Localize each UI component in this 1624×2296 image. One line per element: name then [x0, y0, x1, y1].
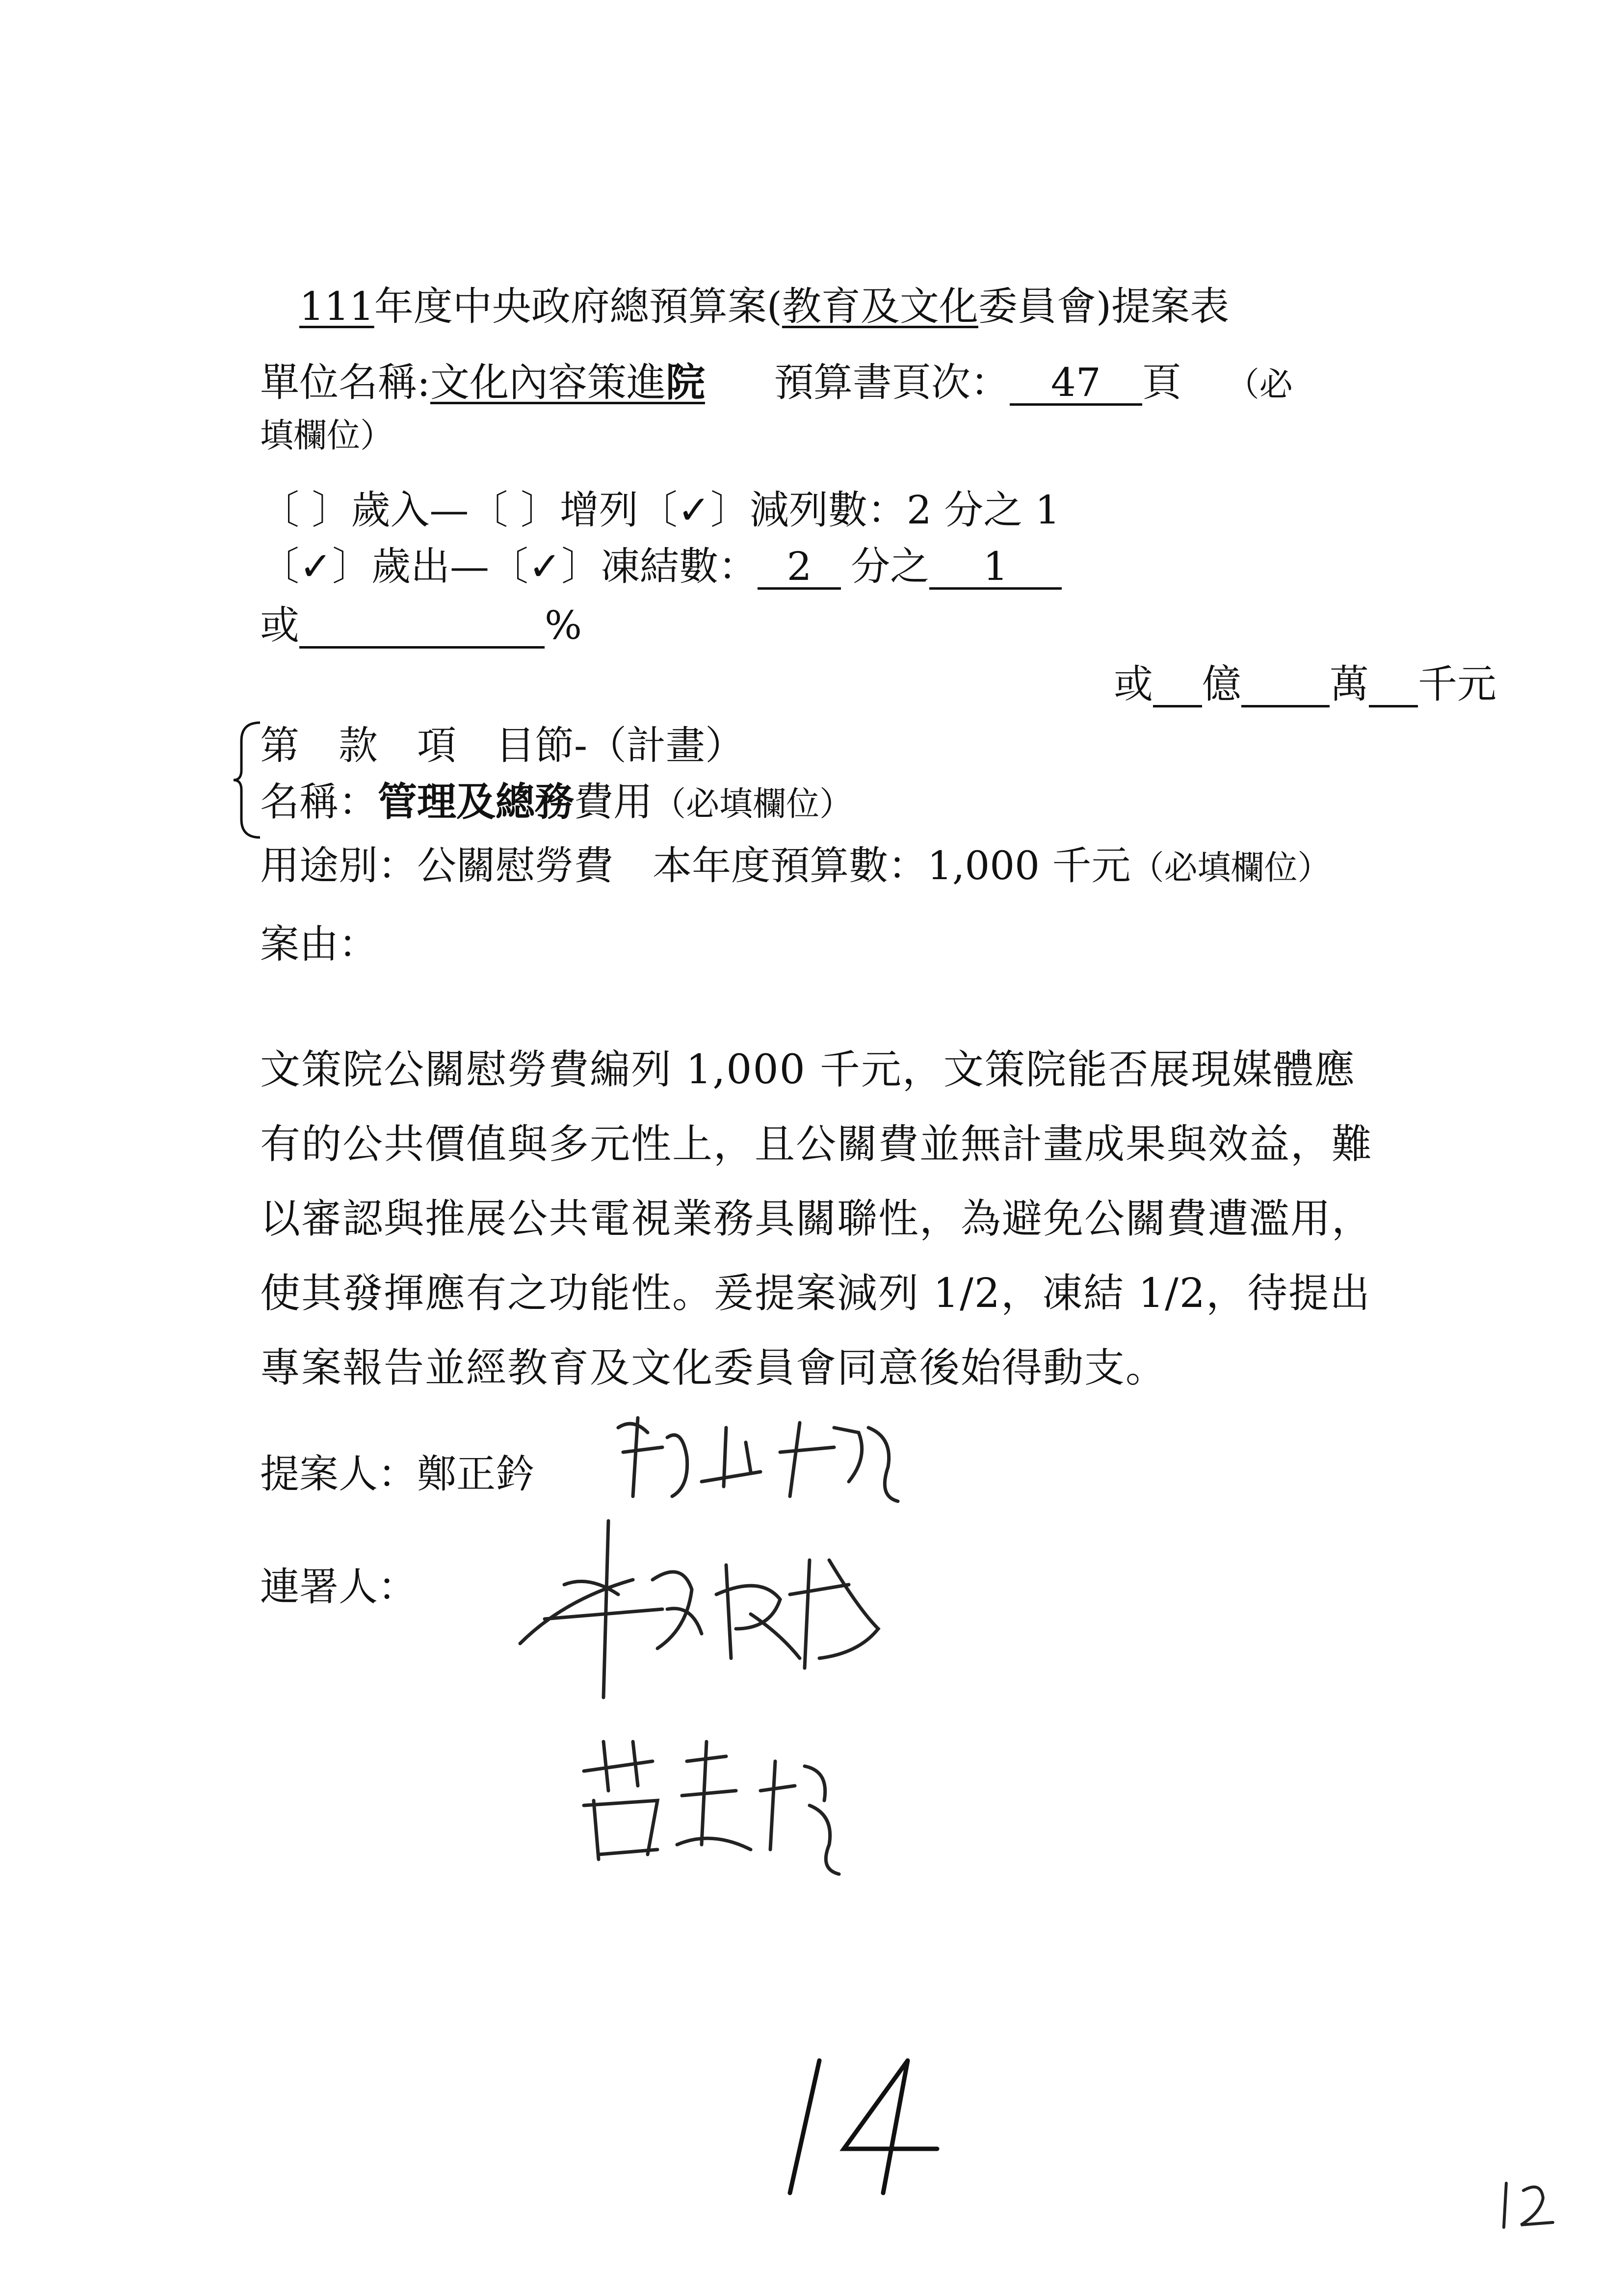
freeze-label: 凍結數：	[601, 544, 758, 589]
unit-name: 文化內容策進院	[430, 360, 705, 405]
proposer-label: 提案人：	[260, 1451, 417, 1497]
page-label: 預算書頁次：	[774, 360, 1010, 405]
wan-blank	[1241, 665, 1330, 707]
cosigner-signature-1	[505, 1511, 898, 1707]
freeze-numerator: 2	[758, 547, 841, 590]
item-required: （必填欄位）	[653, 785, 853, 824]
increase-label: 增列	[559, 487, 638, 533]
decrease-label: 減列數：2 分之 1	[749, 487, 1060, 533]
revenue-label: 歲入—	[351, 487, 469, 533]
unit-line	[260, 360, 1293, 406]
qian-label: 千元	[1418, 661, 1496, 707]
item-section: 第 款 項 目節-（計畫）	[260, 723, 745, 768]
revenue-checkbox: 〔 〕	[260, 487, 351, 533]
unit-required-cont: 填欄位）	[260, 417, 394, 455]
amount-or: 或	[1114, 661, 1153, 707]
revenue-line: 〔 〕歲入—〔 〕增列〔✓〕減列數：2 分之 1	[260, 487, 1060, 533]
page-unit: 頁	[1142, 360, 1181, 405]
item-name-handwritten: 管理及總務	[378, 779, 574, 825]
purpose-line	[260, 843, 1331, 888]
proposer-signature	[603, 1398, 908, 1511]
yi-blank	[1153, 665, 1202, 707]
reason-label: 案由：	[260, 921, 378, 967]
unit-name-handwritten: 院	[665, 360, 705, 405]
increase-checkbox: 〔 〕	[469, 487, 560, 533]
percent-line	[260, 602, 582, 649]
title-year: 111	[299, 284, 374, 329]
amount-line	[1114, 661, 1496, 707]
title-prefix: 年度中央政府總預算案(	[374, 284, 782, 329]
yi-label: 億	[1202, 661, 1241, 707]
required-note: （必	[1226, 365, 1293, 404]
item-name-line	[260, 779, 853, 825]
proposer-line	[260, 1451, 535, 1497]
wan-label: 萬	[1330, 661, 1369, 707]
decrease-check-icon: ✓	[677, 487, 710, 533]
expenditure-line: 〔✓〕歲出—〔✓〕凍結數： 2 分之 1	[260, 547, 1062, 590]
expenditure-check-icon: ✓	[299, 544, 333, 589]
unit-label: 單位名稱:	[260, 360, 430, 405]
title-suffix: 委員會)提案表	[978, 284, 1230, 329]
page-mark-14	[775, 2051, 962, 2203]
title-committee: 教育及文化	[782, 284, 978, 329]
fraction-label: 分之	[851, 544, 930, 589]
percent-or: 或	[260, 602, 299, 648]
freeze-denominator: 1	[929, 547, 1062, 590]
purpose-required: （必填欄位）	[1130, 849, 1331, 887]
reason-body: 文策院公關慰勞費編列 1,000 千元，文策院能否展現媒體應有的公共價值與多元性上，且公關費並無計畫成果與效益，難以審認與推展公共電視業務具關聯性，為避免公關費遭濫用，使其發揮應有之功能性。爰提案減列 1/2，凍結 1/2，待提出專案報告並經教育及文化委員會同意後始得動支。	[260, 1046, 1373, 1391]
qian-blank	[1369, 665, 1418, 707]
expenditure-label: 歲出—	[371, 544, 490, 589]
cosigner-label: 連署人：	[260, 1564, 417, 1610]
item-name-label: 名稱：	[260, 779, 378, 825]
percent-sign: %	[545, 602, 582, 648]
proposer-name: 鄭正鈐	[417, 1451, 535, 1497]
form-title	[299, 284, 1230, 329]
item-name-suffix: 費用	[574, 779, 653, 825]
percent-blank	[299, 606, 545, 649]
purpose-text: 用途別：公關慰勞費 本年度預算數：1,000 千元	[260, 843, 1131, 888]
corner-mark-12	[1496, 2178, 1565, 2237]
freeze-check-icon: ✓	[528, 544, 562, 589]
page-number: 47	[1010, 363, 1142, 406]
cosigner-signature-2	[564, 1732, 859, 1879]
